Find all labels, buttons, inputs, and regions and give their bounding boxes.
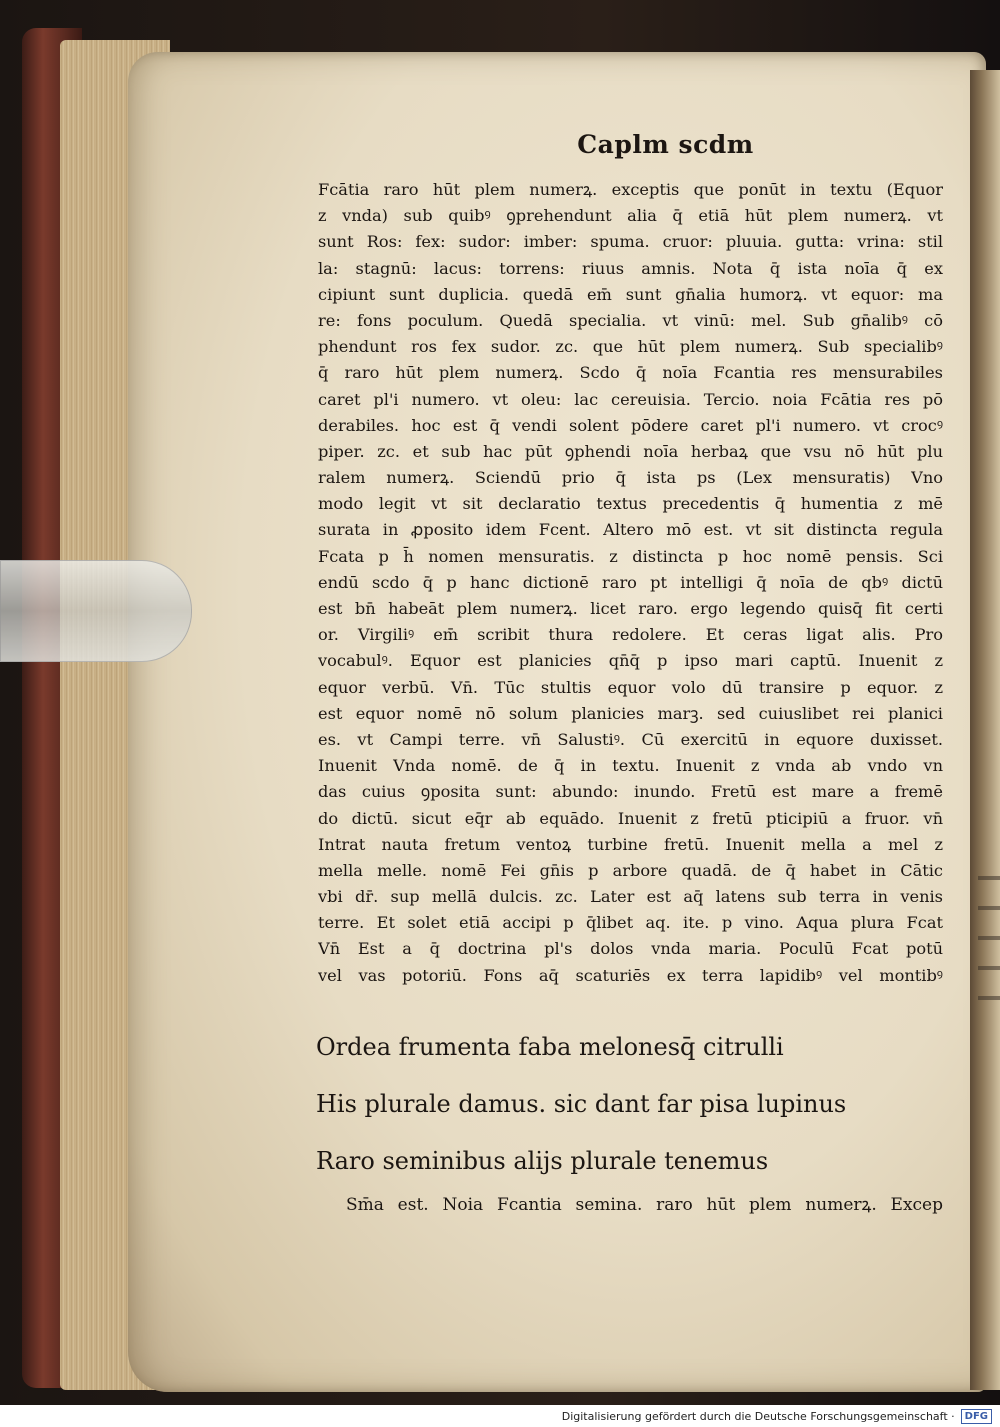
text-line: vbi dr̄. sup mellā dulcis. zc. Later est aq̄ latens sub terra in venis <box>318 887 943 907</box>
text-line: Vn̄ Est a q̄ doctrina pl's dolos vnda maria. Poculū Fcat potū <box>318 939 943 959</box>
page-text <box>318 130 943 1220</box>
text-line: la: stagnū: lacus: torrens: riuus amnis. Nota q̄ ista noīa q̄ ex <box>318 258 943 278</box>
text-line: piper. zc. et sub hac pūt ꝯphendi noīa herbaꝝ que vsu nō hūt plu <box>318 441 943 461</box>
page-holder-clip <box>0 560 192 662</box>
text-line: Fcātia raro hūt plem numerꝝ. exceptis que ponūt in textu (Equor <box>318 180 943 199</box>
verse-line: His plurale damus. sic dant far pisa lupinus <box>316 1089 847 1118</box>
digitization-footer <box>0 1405 1000 1427</box>
facing-page-fragments <box>978 850 1000 1150</box>
gutter-shadow <box>970 70 1000 1390</box>
page-heading: Caplm scdm <box>577 130 754 159</box>
text-line: ralem numerꝝ. Sciendū prio q̄ ista ps (Lex mensuratis) Vno <box>318 468 943 488</box>
text-line: q̄ raro hūt plem numerꝝ. Scdo q̄ noīa Fcantia res mensurabiles <box>318 363 943 383</box>
text-line: sunt Ros: fex: sudor: imber: spuma. cruor: pluuia. gutta: vrina: stil <box>318 232 943 252</box>
text-line: phendunt ros fex sudor. zc. que hūt plem numerꝝ. Sub specialibꝰ <box>318 337 943 357</box>
text-line: surata in ꝓposito idem Fcent. Altero mō est. vt sit distincta regula <box>318 520 943 540</box>
text-line: es. vt Campi terre. vn̄ Salustiꝰ. Cū exercitū in equore duxisset. <box>318 729 943 749</box>
text-line: do dictū. sicut eq̄r ab equādo. Inuenit z fretū pticipiū a fruor. vn̄ <box>318 808 943 828</box>
dfg-logo: DFG <box>961 1409 992 1424</box>
text-line: Fcata p h̄ nomen mensuratis. z distincta p hoc nomē pensis. Sci <box>318 546 943 566</box>
text-line: caret pl'i numero. vt oleu: lac cereuisia. Tercio. noia Fcātia res pō <box>318 389 943 409</box>
verse-line: Ordea frumenta faba melonesq̄ citrulli <box>316 1032 784 1061</box>
text-line: terre. Et solet etiā accipi p q̄libet aq. ite. p vino. Aqua plura Fcat <box>318 913 943 933</box>
text-line: vel vas potoriū. Fons aq̄ scaturiēs ex terra lapidibꝰ vel montibꝰ <box>318 965 943 985</box>
text-line: re: fons poculum. Quedā specialia. vt vinū: mel. Sub gn̄alibꝰ cō <box>318 310 943 330</box>
funding-credit: Digitalisierung gefördert durch die Deutsche Forschungsgemeinschaft · <box>561 1409 955 1423</box>
text-line: mella melle. nomē Fei gn̄is p arbore quadā. de q̄ habet in Cātic <box>318 860 943 880</box>
text-line: das cuius ꝯposita sunt: abundo: inundo. Fretū est mare a fremē <box>318 782 943 802</box>
text-line: cipiunt sunt duplicia. quedā em̄ sunt gn̄alia humorꝝ. vt equor: ma <box>318 284 943 304</box>
text-line: z vnda) sub quibꝰ ꝯprehendunt alia q̄ etiā hūt plem numerꝝ. vt <box>318 206 943 226</box>
verse-line: Raro seminibus alijs plurale tenemus <box>316 1146 769 1175</box>
text-line: est equor nomē nō solum planicies marꝫ. sed cuiuslibet rei planici <box>318 703 943 723</box>
text-line: derabiles. hoc est q̄ vendi solent pōdere caret pl'i numero. vt crocꝰ <box>318 415 943 435</box>
text-line: modo legit vt sit declaratio textus precedentis q̄ humentia z mē <box>318 494 943 514</box>
commentary-text <box>318 177 943 989</box>
text-line: equor verbū. Vn̄. Tūc stultis equor volo dū transire p equor. z <box>318 677 943 697</box>
text-line: endū scdo q̄ p hanc dictionē raro pt intelligi q̄ noīa de qbꝰ dictū <box>318 572 943 592</box>
text-line: Intrat nauta fretum ventoꝝ turbine fretū. Inuenit mella a mel z <box>318 834 943 854</box>
text-line: Inuenit Vnda nomē. de q̄ in textu. Inuenit z vnda ab vndo vn <box>318 756 943 776</box>
text-line: est bn̄ habeāt plem numerꝝ. licet raro. ergo legendo quisq̄ fit certi <box>318 599 943 618</box>
text-line: vocabulꝰ. Equor est planicies qn̄q̄ p ipso mari captū. Inuenit z <box>318 651 943 671</box>
text-line: or. Virgiliꝰ em̄ scribit thura redolere. Et ceras ligat alis. Pro <box>318 625 943 645</box>
continuation-line: Sm̄a est. Noia Fcantia semina. raro hūt plem numerꝝ. Excep <box>346 1194 943 1215</box>
verse-block <box>318 1019 943 1190</box>
